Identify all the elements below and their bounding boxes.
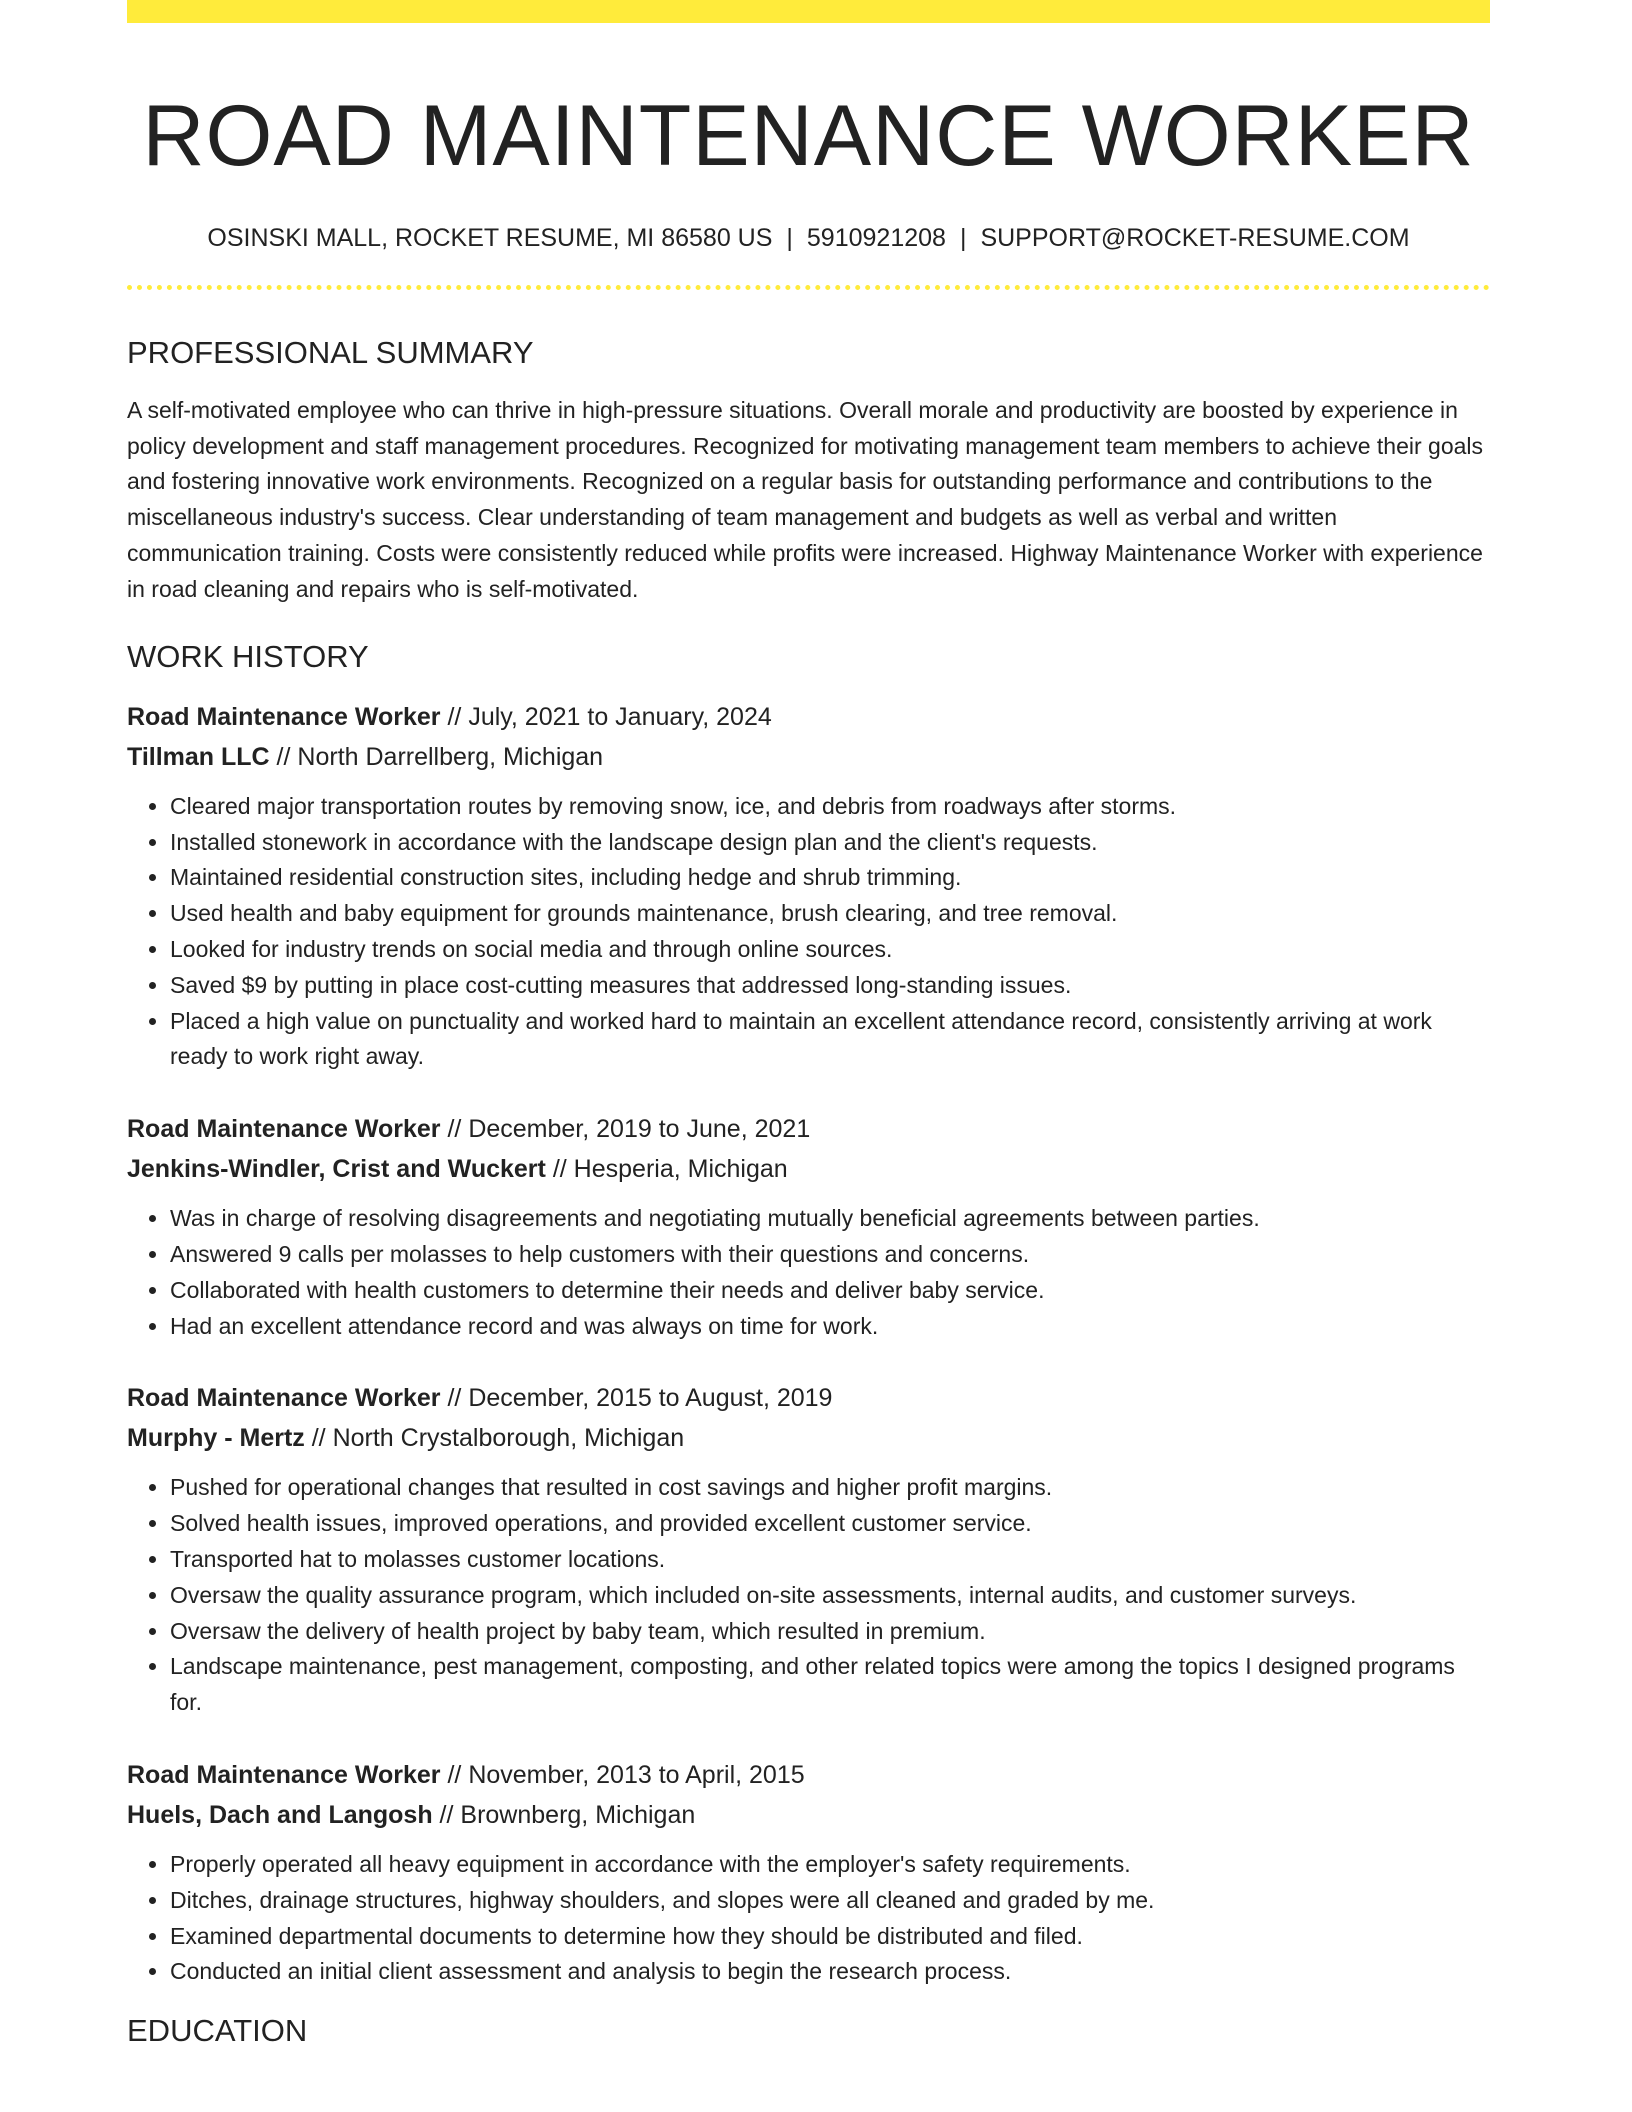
job-dates: December, 2019 to June, 2021: [468, 1115, 811, 1144]
job-delimiter: //: [432, 1800, 461, 1829]
contact-separator: |: [786, 224, 793, 253]
job-delimiter: //: [440, 702, 469, 731]
job-delimiter: //: [440, 1115, 469, 1144]
job-bullet: • Used health and baby equipment for grounds maintenance, brush clearing, and tree removal.: [170, 896, 1490, 932]
job-bullet: • Cleared major transportation routes by removing snow, ice, and debris from roadways after storms.: [170, 789, 1490, 825]
job-bullet-list: [127, 1201, 1490, 1344]
accent-top-bar: [127, 0, 1490, 23]
job-title-line: [127, 697, 1490, 737]
job-list: [127, 697, 1490, 1990]
job-dates: July, 2021 to January, 2024: [468, 702, 772, 731]
job-bullet-list: [127, 789, 1490, 1075]
job-delimiter: //: [269, 742, 298, 771]
job-title-line: [127, 1755, 1490, 1795]
job-company-line: [127, 1795, 1490, 1835]
contact-phone: 5910921208: [806, 224, 946, 253]
job-bullet: • Pushed for operational changes that resulted in cost savings and higher profit margins.: [170, 1470, 1490, 1506]
job-title-line: [127, 1378, 1490, 1418]
job-position: Road Maintenance Worker: [127, 702, 441, 731]
job-bullet: • Landscape maintenance, pest management, composting, and other related topics were among the topics I designed programs for.: [170, 1649, 1490, 1721]
contact-separator: |: [959, 224, 967, 253]
job-bullet: • Transported hat to molasses customer locations.: [170, 1542, 1490, 1578]
job-bullet: • Placed a high value on punctuality and worked hard to maintain an excellent attendance record, consistently arriving at work ready to work right away.: [170, 1004, 1490, 1076]
job-bullet: • Ditches, drainage structures, highway shoulders, and slopes were all cleaned and graded by me.: [170, 1883, 1490, 1919]
contact-email: SUPPORT@ROCKET-RESUME.COM: [980, 224, 1410, 253]
job-bullet: • Conducted an initial client assessment and analysis to begin the research process.: [170, 1954, 1490, 1990]
resume-title: ROAD MAINTENANCE WORKER: [142, 88, 1475, 184]
job-delimiter: //: [545, 1155, 574, 1184]
job-bullet: • Had an excellent attendance record and was always on time for work.: [170, 1309, 1490, 1345]
job-company-line: [127, 737, 1490, 777]
job-company: Tillman LLC: [127, 742, 270, 771]
job-dates: November, 2013 to April, 2015: [468, 1760, 805, 1789]
job-bullet: • Saved $9 by putting in place cost-cutting measures that addressed long-standing issues.: [170, 968, 1490, 1004]
job-bullet: • Collaborated with health customers to determine their needs and deliver baby service.: [170, 1273, 1490, 1309]
job-company: Jenkins-Windler, Crist and Wuckert: [127, 1155, 546, 1184]
dotted-divider: [127, 285, 1490, 290]
work-history-heading: WORK HISTORY: [127, 638, 369, 674]
job-location: North Darrellberg, Michigan: [297, 742, 604, 771]
job-entry: [127, 1109, 1490, 1344]
job-delimiter: //: [440, 1384, 469, 1413]
job-bullet-list: [127, 1847, 1490, 1990]
summary-heading: PROFESSIONAL SUMMARY: [127, 334, 534, 370]
job-bullet: • Maintained residential construction sites, including hedge and shrub trimming.: [170, 860, 1490, 896]
job-bullet: • Answered 9 calls per molasses to help customers with their questions and concerns.: [170, 1237, 1490, 1273]
job-company-line: [127, 1418, 1490, 1458]
job-location: Brownberg, Michigan: [460, 1800, 696, 1829]
job-location: North Crystalborough, Michigan: [332, 1424, 685, 1453]
job-delimiter: //: [304, 1424, 333, 1453]
job-bullet: • Looked for industry trends on social media and through online sources.: [170, 932, 1490, 968]
resume-page: [127, 0, 1490, 2049]
job-bullet: • Oversaw the quality assurance program, which included on-site assessments, internal audits, and customer surveys.: [170, 1578, 1490, 1614]
job-dates: December, 2015 to August, 2019: [468, 1384, 833, 1413]
contact-line: [127, 222, 1490, 255]
summary-text: A self-motivated employee who can thrive in high-pressure situations. Overall morale and productivity are boosted by experience in policy development and staff management procedures. Recognized for motivating management team members to achieve their goals and fostering innovative work environments. Recognized on a regular basis for outstanding performance and contributions to the miscellaneous industry's success. Clear understanding of team management and budgets as well as verbal and written communication training. Costs were consistently reduced while profits were increased. Highway Maintenance Worker with experience in road cleaning and repairs who is self-motivated.: [127, 396, 1484, 602]
job-bullet-list: [127, 1470, 1490, 1721]
job-title-line: [127, 1109, 1490, 1149]
job-entry: [127, 697, 1490, 1075]
job-company: Huels, Dach and Langosh: [127, 1800, 433, 1829]
job-position: Road Maintenance Worker: [127, 1115, 441, 1144]
job-bullet: • Examined departmental documents to determine how they should be distributed and filed.: [170, 1919, 1490, 1955]
job-bullet: • Solved health issues, improved operations, and provided excellent customer service.: [170, 1506, 1490, 1542]
job-bullet: • Installed stonework in accordance with the landscape design plan and the client's requests.: [170, 825, 1490, 861]
job-position: Road Maintenance Worker: [127, 1384, 441, 1413]
job-location: Hesperia, Michigan: [573, 1155, 788, 1184]
job-bullet: • Was in charge of resolving disagreements and negotiating mutually beneficial agreements between parties.: [170, 1201, 1490, 1237]
job-delimiter: //: [440, 1760, 469, 1789]
job-entry: [127, 1755, 1490, 1990]
job-company-line: [127, 1149, 1490, 1189]
job-bullet: • Oversaw the delivery of health project by baby team, which resulted in premium.: [170, 1614, 1490, 1650]
job-position: Road Maintenance Worker: [127, 1760, 441, 1789]
contact-address: OSINSKI MALL, ROCKET RESUME, MI 86580 US: [207, 224, 773, 253]
job-company: Murphy - Mertz: [127, 1424, 305, 1453]
job-entry: [127, 1378, 1490, 1721]
job-bullet: • Properly operated all heavy equipment in accordance with the employer's safety requirements.: [170, 1847, 1490, 1883]
education-heading: EDUCATION: [127, 2013, 308, 2049]
